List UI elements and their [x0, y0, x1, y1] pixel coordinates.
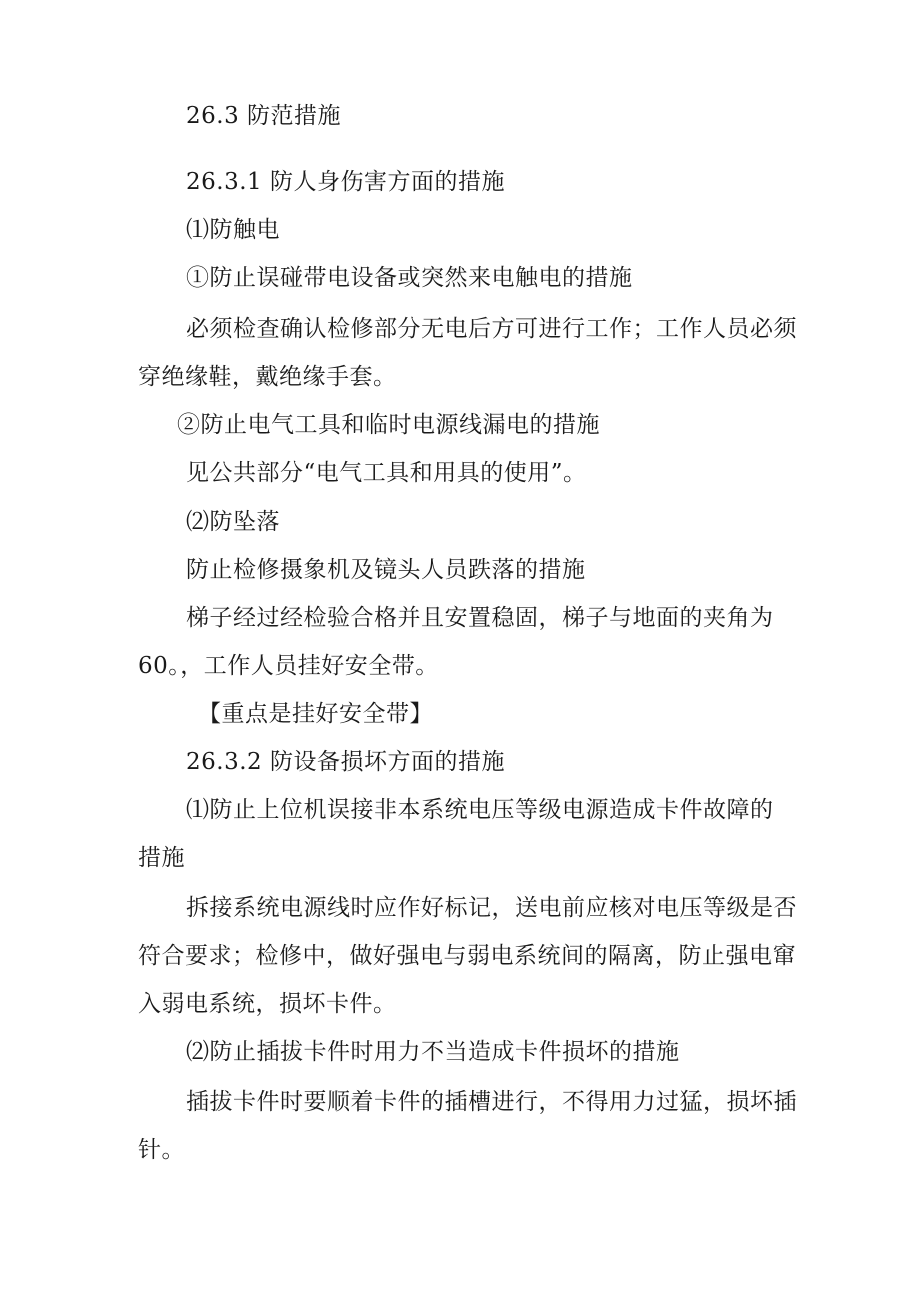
paragraph-line: 插拔卡件时要顺着卡件的插槽进行，不得用力过猛，损坏插: [186, 1089, 797, 1115]
subitem-heading-1: ①防止误碰带电设备或突然来电触电的措施: [186, 265, 633, 291]
paragraph-line: 入弱电系统，损坏卡件。: [138, 991, 397, 1017]
subitem-heading-2: ②防止电气工具和临时电源线漏电的措施: [177, 412, 600, 438]
paragraph-line: 符合要求；检修中，做好强电与弱电系统间的隔离，防止强电窜: [138, 943, 796, 969]
section-heading-26-3: 26.3 防范措施: [186, 103, 342, 129]
paragraph-line: 防止检修摄象机及镜头人员跌落的措施: [186, 557, 586, 583]
paragraph-line: 拆接系统电源线时应作好标记，送电前应核对电压等级是否: [186, 895, 797, 921]
subsection-heading-26-3-1: 26.3.1 防人身伤害方面的措施: [186, 169, 505, 195]
paragraph-line: 必须检查确认检修部分无电后方可进行工作；工作人员必须: [186, 316, 797, 342]
item-heading-continued: 措施: [138, 845, 185, 871]
item-heading: ⑵防止插拔卡件时用力不当造成卡件损坏的措施: [186, 1039, 680, 1065]
key-point-note: 【重点是挂好安全带】: [198, 701, 433, 727]
paragraph-line: 见公共部分“电气工具和用具的使用”。: [186, 460, 587, 486]
paragraph-line: 60。，工作人员挂好安全带。: [138, 653, 439, 679]
item-heading: ⑴防止上位机误接非本系统电压等级电源造成卡件故障的: [186, 797, 774, 823]
paragraph-line: 梯子经过经检验合格并且安置稳固，梯子与地面的夹角为: [186, 605, 774, 631]
paragraph-line: 穿绝缘鞋，戴绝缘手套。: [138, 364, 397, 390]
paragraph-line: 针。: [138, 1137, 185, 1163]
subsection-heading-26-3-2: 26.3.2 防设备损坏方面的措施: [186, 749, 505, 775]
item-heading-fall: ⑵防坠落: [186, 509, 280, 535]
item-heading-electric-shock: ⑴防触电: [186, 217, 280, 243]
